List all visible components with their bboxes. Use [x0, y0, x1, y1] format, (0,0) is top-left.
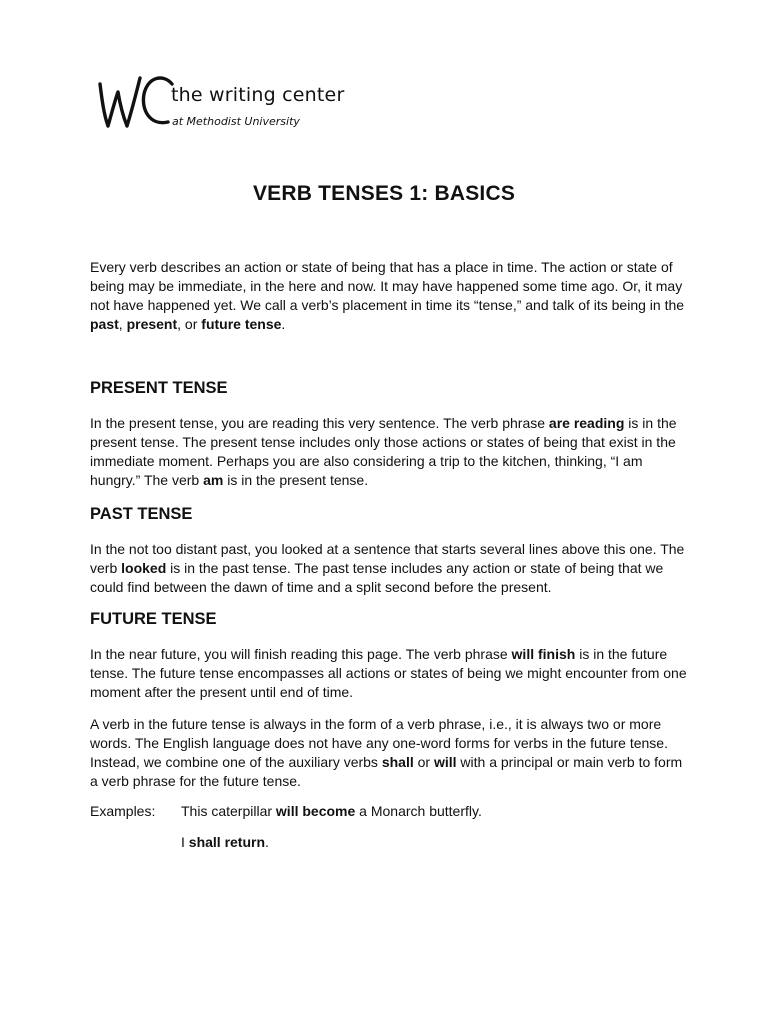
future-tense-heading: FUTURE TENSE: [90, 610, 217, 628]
past-bold-1: looked: [121, 560, 167, 576]
future-text-4: or: [413, 754, 434, 770]
intro-future: future tense: [201, 316, 282, 332]
future-text-5: with a principal or main verb to form a verb phrase for the future tense.: [90, 754, 683, 789]
future-text-2: is in the future tense. The future tense encompasses all actions or states of being we might encounter from one moment after the present until end of time.: [90, 646, 687, 700]
logo-subtitle: at Methodist University: [172, 115, 300, 128]
intro-present: present: [126, 316, 178, 332]
example-2: [181, 834, 269, 850]
example-2-text-2: .: [265, 834, 269, 850]
logo-name: the writing center: [171, 84, 345, 106]
intro-end: .: [281, 316, 286, 332]
intro-paragraph: [90, 258, 690, 334]
intro-sep1: ,: [118, 316, 127, 332]
example-1: [181, 803, 482, 819]
intro-text: Every verb describes an action or state of being that has a place in time. The action or state of being may be immediate, in the here and now. It may have happened some time ago. Or, it may not have happened yet. We call a verb’s placement in time its “tense,” and talk of its being in the: [90, 259, 685, 313]
future-tense-paragraph-2: [90, 715, 690, 791]
future-bold-will: will: [433, 754, 457, 770]
present-text-3: is in the present tense.: [223, 472, 369, 488]
writing-center-logo: [96, 70, 345, 132]
future-text-1: In the near future, you will finish reading this page. The verb phrase: [90, 646, 512, 662]
past-text-1: In the not too distant past, you looked at a sentence that starts several lines above this one. The verb: [90, 541, 685, 576]
present-bold-1: are reading: [548, 415, 625, 431]
future-bold-1: will finish: [511, 646, 576, 662]
future-tense-paragraph-1: [90, 645, 690, 702]
intro-sep2: , or: [177, 316, 202, 332]
present-tense-paragraph: [90, 414, 690, 490]
future-bold-shall: shall: [381, 754, 414, 770]
page-title: VERB TENSES 1: BASICS: [252, 182, 516, 205]
example-2-text-1: I: [181, 834, 189, 850]
example-1-text-1: This caterpillar: [181, 803, 276, 819]
example-1-text-2: a Monarch butterfly.: [355, 803, 482, 819]
future-text-3: A verb in the future tense is always in the form of a verb phrase, i.e., it is always two or more words. The English language does not have any one-word forms for verbs in the future tense. Instead, we combine one of the auxiliary verbs: [90, 716, 668, 770]
past-tense-heading: PAST TENSE: [90, 505, 193, 523]
present-bold-2: am: [203, 472, 224, 488]
past-tense-paragraph: [90, 540, 690, 597]
intro-past: past: [90, 316, 119, 332]
wc-monogram-logo: [96, 70, 176, 132]
example-1-bold: will become: [275, 803, 356, 819]
present-text-2: is in the present tense. The present tense includes only those actions or states of being that exist in the immediate moment. Perhaps you are also considering a trip to the kitchen, thinking, “I am hungry.” The verb: [90, 415, 677, 488]
examples-label: Examples:: [90, 803, 156, 819]
present-tense-heading: PRESENT TENSE: [90, 379, 228, 397]
example-2-bold: shall return: [188, 834, 266, 850]
past-text-2: is in the past tense. The past tense includes any action or state of being that we could find between the dawn of time and a split second before the present.: [90, 560, 664, 595]
present-text-1: In the present tense, you are reading this very sentence. The verb phrase: [90, 415, 549, 431]
